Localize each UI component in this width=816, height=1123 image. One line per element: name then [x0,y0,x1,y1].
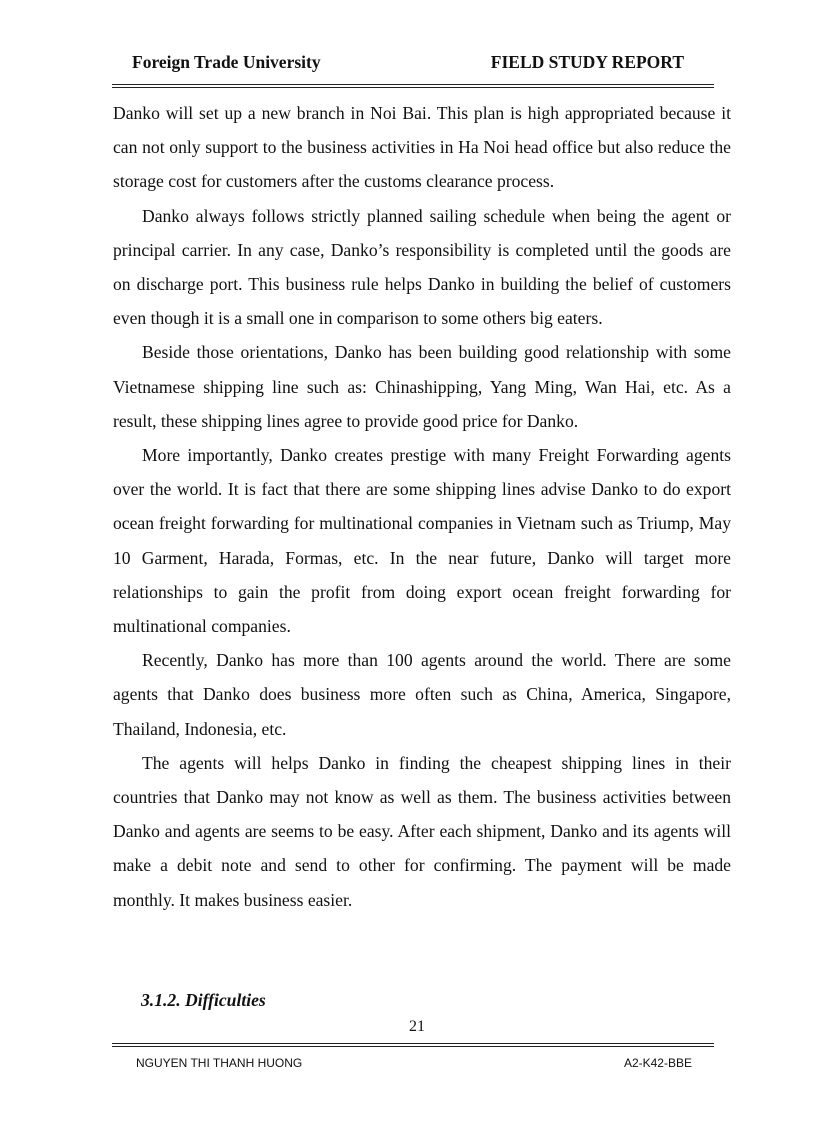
header-report-title: FIELD STUDY REPORT [490,52,684,72]
paragraph-4: More importantly, Danko creates prestige with many Freight Forwarding agents over the world. It is fact that there are some shipping lines advise Danko to do export ocean freight forwarding for multinational companies in Vietnam such as Triump, May 10 Garment, Harada, Formas, etc. In the near future, Danko will target more relationships to gain the profit from doing export ocean freight forwarding for multinational companies. [113,445,731,637]
paragraph-3: Beside those orientations, Danko has been building good relationship with some Vietnamese shipping line such as: Chinashipping, Yang Ming, Wan Hai, etc. As a result, these shipping lines agree to provide good price for Danko. [113,342,731,431]
header-double-rule [112,84,714,88]
paragraph-6: The agents will helps Danko in finding the cheapest shipping lines in their countries that Danko may not know as well as them. The business activities between Danko and agents are seems to be easy. After each shipment, Danko and its agents will make a debit note and send to other for confirming. The payment will be made monthly. It makes business easier. [113,752,731,910]
page-number: 21 [409,1018,425,1035]
page-header [132,52,684,78]
paragraph-5: Recently, Danko has more than 100 agents around the world. There are some agents that Danko does business more often such as China, America, Singapore, Thailand, Indonesia, etc. [113,650,731,739]
section-heading-difficulties: 3.1.2. Difficulties [141,990,266,1010]
footer-author: NGUYEN THI THANH HUONG [136,1056,303,1070]
document-body [113,96,731,917]
footer-class-code: A2-K42-BBE [623,1056,692,1070]
paragraph-1: Danko will set up a new branch in Noi Bai. This plan is high appropriated because it can not only support to the business activities in Ha Noi head office but also reduce the storage cost for customers after the customs clearance process. [113,103,731,192]
page-footer [136,1056,692,1074]
footer-double-rule [112,1043,714,1047]
paragraph-2: Danko always follows strictly planned sailing schedule when being the agent or principal carrier. In any case, Danko’s responsibility is completed until the goods are on discharge port. This business rule helps Danko in building the belief of customers even though it is a small one in comparison to some others big eaters. [113,205,731,329]
header-university: Foreign Trade University [132,52,321,72]
